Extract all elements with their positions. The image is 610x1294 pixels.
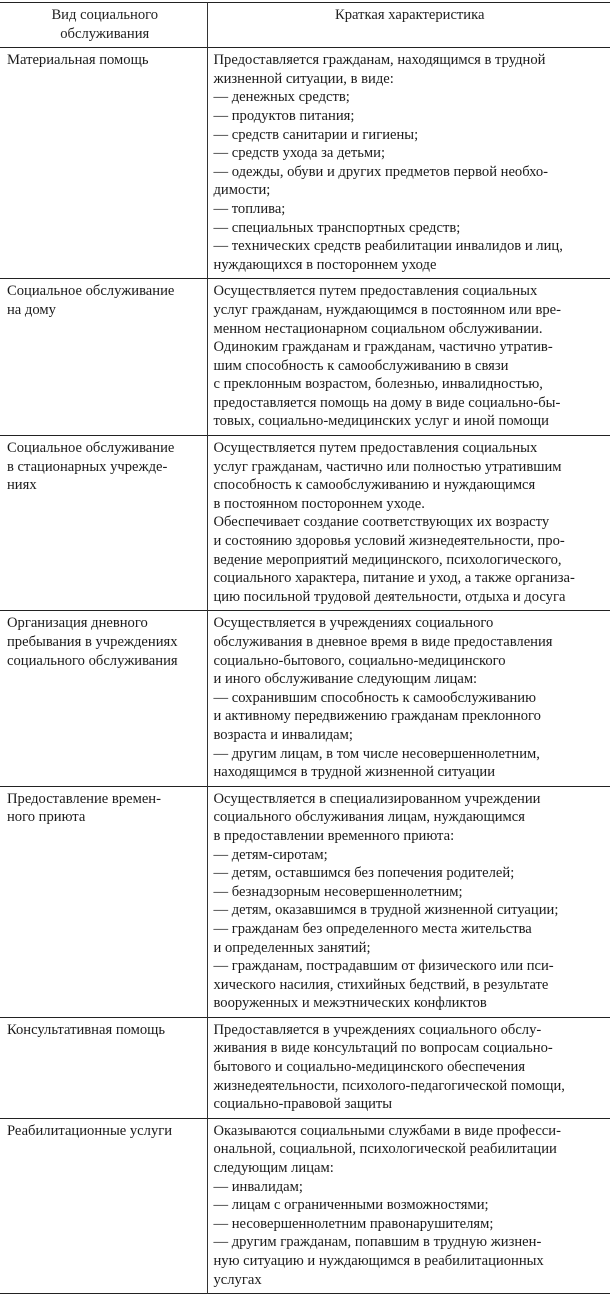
description-line: услуг гражданам, частично или полностью утратившим [213, 458, 562, 475]
description-line: следующим лицам: [213, 1160, 334, 1177]
description-line: — другим гражданам, попавшим в трудную жизнен- [213, 1234, 542, 1251]
description-line: ную ситуацию и нуждающимся в реабилитационных [213, 1253, 544, 1269]
description-line: — детям-сиротам; [213, 846, 328, 863]
description-line: товых, социально-медицинских услуг и иной помощи [213, 413, 549, 430]
description-line: обслуживания в дневное время в виде предоставления [213, 634, 553, 650]
service-type-cell [0, 1118, 207, 1293]
description-line: в предоставлении временного приюта: [213, 827, 455, 844]
description-line: живания в виде консультаций по вопросам социально- [213, 1040, 553, 1057]
description-line: Осуществляется путем предоставления социальных [213, 283, 538, 300]
description-line: возраста и инвалидам; [213, 726, 353, 743]
service-type-cell [0, 48, 207, 279]
description-line: — гражданам без определенного места жительства [213, 920, 532, 937]
description-line: — инвалидам; [213, 1178, 303, 1195]
description-line: жизнедеятельности, психолого-педагогической помощи, [213, 1077, 565, 1094]
table-row [0, 279, 610, 436]
description-line: — специальных транспортных средств; [213, 219, 461, 236]
service-type-line: Материальная помощь [7, 52, 149, 69]
description-line: услугах [213, 1271, 262, 1288]
table-row [0, 436, 610, 611]
description-line: услуг гражданам, нуждающимся в постоянном или вре- [213, 301, 561, 318]
description-line: Осуществляется путем предоставления социальных [213, 440, 538, 457]
table-row [0, 48, 610, 279]
service-type-cell [0, 786, 207, 1017]
service-type-cell [0, 279, 207, 436]
description-line: с преклонным возрастом, болезнью, инвалидностью, [213, 376, 543, 393]
description-line: — технических средств реабилитации инвалидов и лиц, [213, 238, 563, 255]
service-type-line: Предоставление времен- [7, 790, 161, 807]
description-line: нуждающихся в постороннем уходе [213, 256, 437, 273]
description-line: социально-правовой защиты [213, 1096, 393, 1113]
description-cell [207, 786, 610, 1017]
column-header-description [207, 3, 610, 48]
description-line: социально-бытового, социально-медицинского [213, 652, 506, 669]
service-type-line: на дому [7, 301, 56, 318]
description-line: способность к самообслуживанию и нуждающимся [213, 477, 536, 494]
header-line: Вид социального [51, 7, 159, 23]
description-line: — продуктов питания; [213, 107, 355, 124]
description-cell [207, 279, 610, 436]
description-line: Одиноким гражданам и гражданам, частично утратив- [213, 339, 553, 356]
description-line: и состоянию здоровья условий жизнедеятельности, про- [213, 533, 565, 550]
table-header-row [0, 3, 610, 48]
description-cell [207, 611, 610, 786]
service-type-line: ного приюта [7, 809, 86, 826]
description-line: социального обслуживания лицам, нуждающимся [213, 809, 525, 826]
description-line: — гражданам, пострадавшим от физического или пси- [213, 958, 554, 975]
service-type-line: в стационарных учрежде- [7, 458, 168, 475]
description-line: — сохранившим способность к самообслуживанию [213, 689, 537, 706]
description-line: — средств ухода за детьми; [213, 145, 386, 162]
service-type-line: Консультативная помощь [7, 1021, 166, 1038]
description-line: — одежды, обуви и других предметов первой необхо- [213, 163, 549, 180]
description-line: — детям, оставшимся без попечения родителей; [213, 865, 515, 882]
service-type-cell [0, 436, 207, 611]
description-line: Оказываются социальными службами в виде професси- [213, 1122, 561, 1139]
service-type-line: Реабилитационные услуги [7, 1122, 173, 1139]
service-type-cell [0, 611, 207, 786]
description-line: ведение мероприятий медицинского, психологического, [213, 551, 562, 568]
service-type-cell [0, 1017, 207, 1118]
description-line: — несовершеннолетним правонарушителям; [213, 1215, 494, 1232]
description-line: вооруженных и межэтнических конфликтов [213, 995, 487, 1012]
description-line: цию посильной трудовой деятельности, отдыха и досуга [213, 588, 566, 605]
description-line: — средств санитарии и гигиены; [213, 126, 419, 143]
description-line: Предоставляется в учреждениях социального обслу- [213, 1021, 542, 1038]
description-line: Осуществляется в специализированном учреждении [213, 790, 541, 807]
service-type-line: Организация дневного [7, 615, 148, 632]
description-cell [207, 48, 610, 279]
description-line: менном нестационарном социальном обслуживании. [213, 320, 543, 337]
service-type-line: ниях [7, 477, 37, 494]
description-line: шим способность к самообслуживанию в связи [213, 357, 509, 374]
table-row [0, 786, 610, 1017]
description-line: и активному передвижению гражданам преклонного [213, 708, 541, 725]
description-line: — другим лицам, в том числе несовершеннолетним, [213, 745, 540, 762]
description-line: Осуществляется в учреждениях социального [213, 615, 494, 632]
description-line: и определенных занятий; [213, 939, 371, 956]
description-line: бытового и социально-медицинского обеспечения [213, 1059, 526, 1076]
service-type-line: Социальное обслуживание [7, 283, 175, 300]
description-line: — безнадзорным несовершеннолетним; [213, 883, 463, 900]
description-cell [207, 1118, 610, 1293]
description-cell [207, 1017, 610, 1118]
service-type-line: социального обслуживания [7, 652, 178, 669]
description-line: — детям, оказавшимся в трудной жизненной ситуации; [213, 902, 559, 919]
description-line: и иного обслуживание следующим лицам: [213, 671, 478, 688]
description-line: — денежных средств; [213, 89, 350, 106]
description-line: димости; [213, 182, 271, 199]
header-line: обслуживания [60, 25, 150, 42]
table-body [0, 48, 610, 1294]
table-row [0, 1017, 610, 1118]
description-line: находящимся в трудной жизненной ситуации [213, 764, 496, 781]
description-line: — топлива; [213, 200, 286, 217]
column-header-service-type [0, 3, 207, 48]
social-services-table [0, 2, 610, 1294]
description-line: ональной, социальной, психологической реабилитации [213, 1141, 557, 1158]
description-cell [207, 436, 610, 611]
description-line: социального характера, питание и уход, а также организа- [213, 570, 575, 587]
description-line: — лицам с ограниченными возможностями; [213, 1197, 489, 1214]
table-row [0, 611, 610, 786]
header-line: Краткая характеристика [335, 7, 485, 23]
description-line: в постоянном постороннем уходе. [213, 495, 425, 512]
description-line: хического насилия, стихийных бедствий, в результате [213, 976, 549, 993]
table-row [0, 1118, 610, 1293]
description-line: предоставляется помощь на дому в виде социально-бы- [213, 394, 561, 411]
service-type-line: пребывания в учреждениях [7, 634, 178, 650]
description-line: жизненной ситуации, в виде: [213, 70, 394, 87]
description-line: Обеспечивает создание соответствующих их возрасту [213, 514, 550, 531]
service-type-line: Социальное обслуживание [7, 440, 175, 457]
description-line: Предоставляется гражданам, находящимся в трудной [213, 52, 546, 69]
